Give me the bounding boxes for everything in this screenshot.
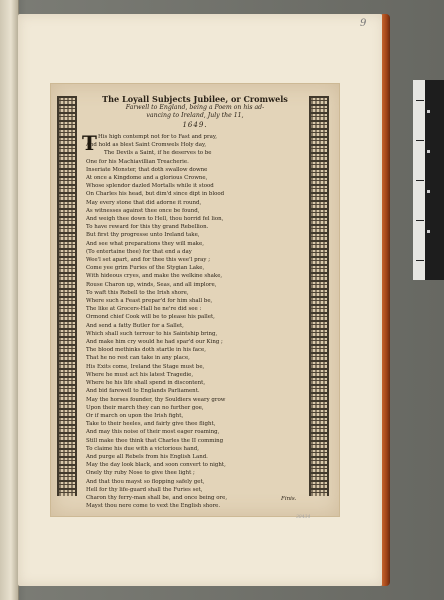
poem-line: Ormond chief Cook will be to please his pallet,: [86, 314, 215, 321]
poem-line: Whose splendor dazled Mortalls while it stood: [86, 183, 214, 190]
poem-line: But first thy progresse unto Ireland take,: [86, 232, 200, 239]
poem-line: The blood methinks doth startle in his face,: [86, 347, 206, 354]
poem-line: The like at Grocers-Hall he ne're did see :: [86, 306, 202, 313]
broadside-sheet: [51, 84, 339, 516]
poem-line: And see what preparations they will make,: [86, 240, 204, 247]
poem-line: May the day look black, and soon convert to night,: [86, 462, 226, 469]
ruler-mark: [427, 190, 430, 193]
poem-line: And make him cry would he had spar'd our King ;: [86, 339, 223, 346]
poem-line: His Exits come, Ireland the Stage must be,: [86, 363, 205, 370]
broadside-subtitle-line-2: vancing to Ireland, July the 11,: [146, 112, 244, 119]
poem-line: With hideous cryes, and make the welkine shake,: [86, 273, 223, 280]
poem-line: To claime his due with a victorious hand,: [86, 445, 199, 452]
poem-line: Mayst thou nere come to vext the English shore.: [86, 503, 221, 510]
poem-line: Which shall such terrour to his Saintship bring,: [86, 330, 218, 337]
catchword: Finis.: [281, 496, 297, 502]
ruler-tick: [416, 220, 424, 221]
poem-line: May the horses founder, thy Souldiers weary grow: [86, 396, 226, 403]
poem-line: Or if march on upon the Irish fight,: [86, 412, 184, 419]
poem-body: [82, 133, 308, 510]
poem-line: The Devils a Saint, if he deserves to be: [104, 150, 212, 157]
poem-line: One for his Machiavillian Treacherie.: [86, 158, 189, 165]
facing-page-edge: [0, 0, 19, 600]
broadside-subtitle-line-1: Farwell to England, being a Poem on his ad-: [125, 104, 265, 111]
poem-line: That he no rest can take in any place,: [86, 355, 190, 362]
poem-line: On Charles his head, but dim'd since dipt in blood: [86, 191, 225, 198]
ruler-tick: [416, 260, 424, 261]
ornamental-border-right: [309, 96, 329, 496]
poem-line: His high contempt not for to Fast and pray,: [98, 134, 217, 140]
ruler-mark: [427, 110, 430, 113]
ruler-mark: [427, 150, 430, 153]
poem-line: Take to their heeles, and fairly give thee flight,: [86, 421, 216, 428]
broadside-year: 1649.: [182, 121, 208, 129]
poem-line: Rouse Charon up, winds, Seas, and all implore,: [86, 281, 217, 288]
poem-line: Inseriate Monster, that doth swallow downe: [86, 166, 208, 173]
scale-ruler: [413, 80, 444, 280]
poem-line: And hold as blest Saint Cromwels Holy day,: [86, 142, 207, 149]
poem-line: And send a fatty Butler for a Sallet,: [86, 322, 184, 329]
poem-line: And purge all Rebels from his English Land.: [86, 453, 208, 460]
poem-line: Upon their march they can no further goe,: [86, 404, 204, 411]
poem-line: To have reward for this thy grand Rebellion.: [86, 224, 209, 231]
poem-line: Where such a Feast prepar'd for him shall be,: [86, 298, 213, 305]
poem-line: And weigh thee down to Hell, thou horrid fel lion,: [86, 216, 224, 223]
page-gilt-edge: [382, 14, 390, 586]
poem-line: As witnesses against thee once be found,: [86, 207, 200, 214]
poem-line: Where he his life shall spend in discontent,: [86, 380, 206, 387]
poem-line: Onely thy ruby Nose to give thee light ;: [86, 470, 195, 477]
archive-stamp: 38434: [296, 515, 311, 520]
poem-line: Where he must act his latest Tragedie,: [86, 371, 194, 378]
poem-line: Still make thee think that Charles the II comming: [86, 437, 224, 444]
poem-line: Charon thy ferry-man shall be, and once being ore,: [86, 494, 228, 501]
broadside-title: The Loyall Subjects Jubilee, or Cromwels: [102, 94, 288, 104]
ruler-tick: [416, 100, 424, 101]
poem-line: And that thou mayst so flopping safely get,: [86, 478, 205, 485]
broadside-text: [82, 92, 308, 510]
drop-cap: T: [82, 131, 97, 155]
poem-line: Hell for thy life-guard shall the Furies set,: [86, 486, 203, 493]
poem-line: May every stone that did adorne it round,: [86, 199, 202, 206]
poem-line: And bid farewell to Englands Parliament.: [86, 388, 200, 395]
poem-line: To waft this Rebell to the Irish shore,: [86, 289, 189, 296]
page-number: 9: [360, 18, 367, 29]
poem-line: Come yee grim Furies of the Stygian Lake,: [86, 265, 205, 272]
ruler-tick: [416, 140, 424, 141]
poem-line: (To entertaine thee) for that end a day: [86, 248, 192, 255]
ruler-tick: [416, 180, 424, 181]
poem-line: Wee'l set apart, and for thee this wee'l pray ;: [86, 257, 211, 264]
poem-line: At once a Kingdome and a glorious Crowne,: [86, 175, 208, 182]
poem-line: And may this noise of their most eager roaming,: [86, 429, 220, 436]
ornamental-border-left: [57, 96, 77, 496]
ruler-mark: [427, 230, 430, 233]
